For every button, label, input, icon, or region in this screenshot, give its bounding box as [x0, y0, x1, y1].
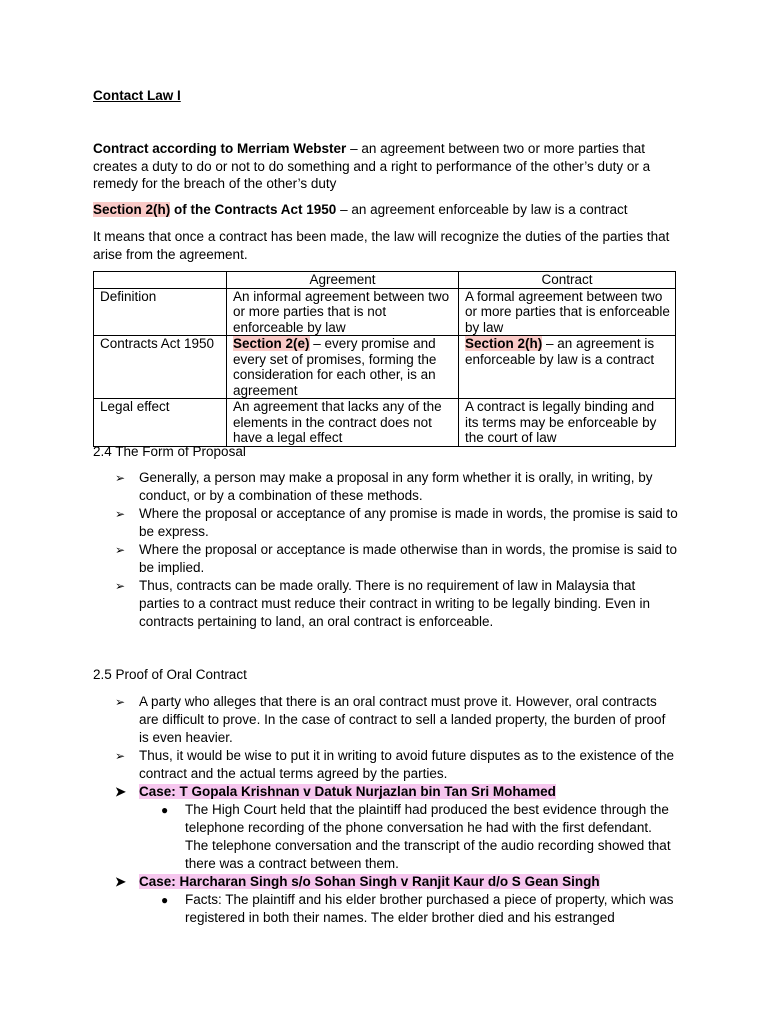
arrow-bullet-icon: ➢ — [115, 471, 126, 485]
case-title: Case: T Gopala Krishnan v Datuk Nurjazlan bin Tan Sri Mohamed — [139, 784, 556, 799]
list-item: ➢ Where the proposal or acceptance of any promise is made in words, the promise is said to be express. — [115, 506, 678, 539]
list-item: ➢ Thus, contracts can be made orally. There is no requirement of law in Malaysia that parties to a contract must reduce their contract in writing to be legally binding. Even in contracts pertaining to land, an oral contract is enforceable. — [115, 578, 651, 629]
section-heading-proof-of-oral-contract: 2.5 Proof of Oral Contract — [93, 667, 247, 682]
arrow-bullet-icon: ➤ — [115, 874, 126, 889]
arrow-bullet-icon: ➢ — [115, 749, 126, 763]
dot-bullet-icon: ● — [161, 893, 169, 907]
case-item — [93, 873, 678, 927]
arrow-bullet-icon: ➢ — [115, 507, 126, 521]
contract-section-ref: Section 2(h) — [465, 336, 543, 351]
section-text: – an agreement enforceable by law is a contract — [336, 202, 628, 217]
table-header-cell: Contract — [459, 272, 676, 289]
table-cell-contract: A formal agreement between two or more parties that is enforceable by law — [459, 288, 676, 336]
table-cell-contract: A contract is legally binding and its terms may be enforceable by the court of law — [459, 399, 676, 447]
intro-paragraph — [93, 140, 678, 193]
table-header-cell — [94, 272, 227, 289]
table-cell-agreement: An informal agreement between two or more parties that is not enforceable by law — [227, 288, 459, 336]
table-header-cell: Agreement — [227, 272, 459, 289]
comparison-table — [93, 271, 676, 447]
arrow-bullet-icon: ➢ — [115, 579, 126, 593]
case-item — [93, 783, 678, 873]
form-of-proposal-list — [93, 469, 678, 631]
table-cell-contract — [459, 336, 676, 399]
page-title: Contact Law I — [93, 88, 181, 103]
arrow-bullet-icon: ➢ — [115, 543, 126, 557]
arrow-bullet-icon: ➤ — [115, 784, 126, 799]
section-ref: Section 2(h) — [93, 202, 171, 217]
section-paragraph — [93, 201, 678, 219]
contract-section-text: – an agreement is enforceable by law is a contract — [465, 336, 655, 367]
table-row-label: Legal effect — [94, 399, 227, 447]
case-points — [139, 891, 678, 927]
section-ref-rest: of the Contracts Act 1950 — [170, 202, 337, 217]
list-item: ➢ Thus, it would be wise to put it in writing to avoid future disputes as to the existence of the contract and the actual terms agreed by the parties. — [115, 748, 675, 781]
list-item: ● The High Court held that the plaintiff had produced the best evidence through the telephone recording of the phone conversation he had with the first defendant. The telephone conversation and the transcript of the audio recording showed that there was a contract between them. — [161, 802, 671, 871]
arrow-bullet-icon: ➢ — [115, 695, 126, 709]
case-points — [139, 801, 678, 873]
table-cell-agreement: An agreement that lacks any of the elements in the contract does not have a legal effect — [227, 399, 459, 447]
list-item: ● Facts: The plaintiff and his elder brother purchased a piece of property, which was registered in both their names. The elder brother died and his estranged — [161, 892, 674, 925]
table-row-label: Definition — [94, 288, 227, 336]
proof-of-oral-list — [93, 693, 678, 927]
list-item: ➢ Where the proposal or acceptance is made otherwise than in words, the promise is said to be implied. — [115, 542, 678, 575]
table-row-label: Contracts Act 1950 — [94, 336, 227, 399]
case-title: Case: Harcharan Singh s/o Sohan Singh v Ranjit Kaur d/o S Gean Singh — [139, 874, 600, 889]
table-header-row — [94, 272, 676, 289]
table-row — [94, 336, 676, 399]
table-cell-agreement — [227, 336, 459, 399]
agreement-section-text: – every promise and every set of promises, forming the consideration for each other, is an agreement — [233, 336, 437, 398]
table-row — [94, 399, 676, 447]
agreement-section-ref: Section 2(e) — [233, 336, 310, 351]
table-row — [94, 288, 676, 336]
dot-bullet-icon: ● — [161, 803, 169, 817]
explanation-paragraph: It means that once a contract has been made, the law will recognize the duties of the parties that arise from the agreement. — [93, 229, 670, 262]
section-heading-form-of-proposal: 2.4 The Form of Proposal — [93, 444, 246, 459]
list-item: ➢ A party who alleges that there is an oral contract must prove it. However, oral contracts are difficult to prove. In the case of contract to sell a landed property, the burden of proof is even heavier. — [115, 694, 666, 745]
intro-term: Contract according to Merriam Webster — [93, 141, 347, 156]
intro-text: – an agreement between two or more parties that creates a duty to do or not to do something and a right to performance of the other’s duty or a remedy for the breach of the other’s duty — [93, 141, 651, 191]
list-item: ➢ Generally, a person may make a proposal in any form whether it is orally, in writing, by conduct, or by a combination of these methods. — [115, 470, 653, 503]
